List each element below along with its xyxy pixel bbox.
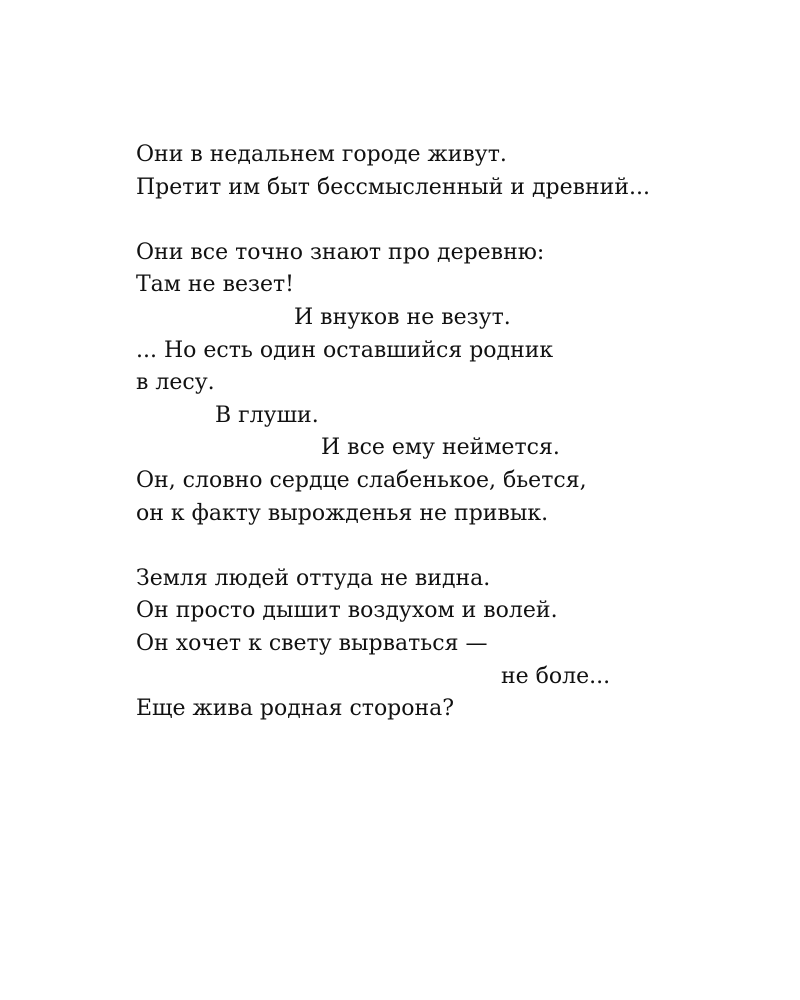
stanza-break [136,204,736,237]
poem-line: Там не везет! [136,272,295,298]
poem-line: Он, словно сердце слабенькое, бьется, [136,467,587,493]
poem-line: Они в недальнем городе живут. [136,142,507,167]
poem-line: в лесу. [136,370,215,396]
poem-line: И внуков не везут. [294,304,511,330]
poem-line: Претит им быт бессмысленный и древний... [136,174,650,200]
poem-line: Они все точно знают про деревню: [136,239,545,265]
poem-line: Он хочет к свету вырваться — [136,630,488,656]
poem-line: Еще жива родная сторона? [136,696,455,722]
poem-line: ... Но есть один оставшийся родник [136,337,554,363]
poem-line: В глуши. [215,402,319,428]
poem-line: И все ему неймется. [321,435,560,461]
poem-line: он к факту вырожденья не привык. [136,500,549,526]
poem-line: не боле... [501,663,611,689]
poem-line: Он просто дышит воздухом и волей. [136,598,558,624]
stanza-break [136,530,736,563]
poem-text [136,139,736,726]
poem-line: Земля людей оттуда не видна. [136,565,491,591]
